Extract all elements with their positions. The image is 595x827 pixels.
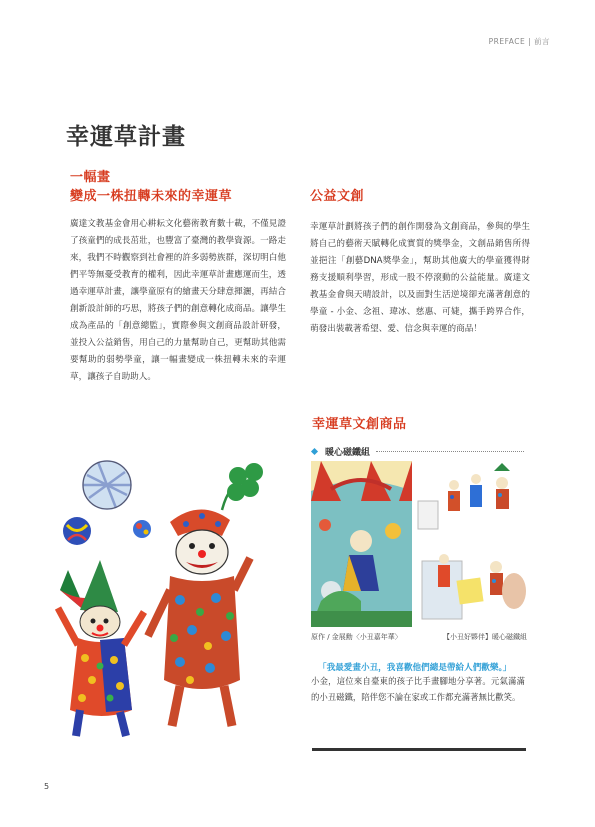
product-item-row [312, 441, 524, 461]
caption-original-artwork: 原作 / 金展勳〈小丑嘉年華〉 [311, 633, 402, 641]
image-captions [311, 632, 527, 642]
intro-body: 廣達文教基金會用心耕耘文化藝術教育數十載，不僅見證了孩童們的成長茁壯，也豐富了臺灣的教學資源。一路走來，我們不時觀察到社會裡的許多弱勢族群，深切明白他們平等無憂受教育的權利，因此幸運草計畫應運而生，透過幸運草計畫，讓學童原有的繪畫天分肆意揮灑，再結合創新設計師的巧思，將孩子們的創意轉化成商品。讓學生成為產品的「創意總監」，實際參與文創商品設計研發，並投入公益銷售，用自己的力量幫助自己，更幫助其他需要幫助的弱勢學童，讓一幅畫變成一株扭轉未來的幸運草，讓孩子自助助人。 [70, 219, 286, 382]
intro-heading-line1: 一幅畫 [70, 170, 111, 185]
clover-icon [227, 463, 263, 501]
product-description: 小金，這位來自臺東的孩子比手畫腳地分享著。元氣滿滿的小丑磁鐵，陪伴您不論在家或工作都充滿著無比歡笑。 [311, 676, 525, 702]
intro-column [70, 168, 286, 386]
intro-heading-line2: 變成一株扭轉未來的幸運草 [70, 189, 233, 204]
diamond-bullet-icon [311, 447, 318, 454]
clown-left [58, 560, 144, 736]
products-heading: 幸運草文創商品 [312, 417, 407, 432]
ball-icon-large [83, 461, 131, 509]
caption-magnet-set: 【小丑好夥伴】暖心磁鐵組 [443, 633, 527, 641]
original-artwork-image [311, 461, 412, 627]
ball-icon-small [63, 517, 91, 545]
clown-right [148, 463, 263, 726]
dotted-divider [376, 451, 524, 452]
section-divider [312, 748, 526, 751]
product-item-name: 暖心磁鐵組 [325, 447, 371, 458]
page-title: 幸運草計畫 [66, 123, 186, 150]
charity-column [310, 187, 530, 338]
magnet-product-image [414, 461, 526, 627]
artist-quote: 「我最愛畫小丑，我喜歡他們總是帶給人們歡樂。」 [318, 663, 512, 673]
ball-icon-tiny [133, 520, 151, 538]
charity-heading: 公益文創 [310, 189, 365, 204]
charity-body: 幸運草計劃將孩子們的創作開發為文創商品，參與的學生將自己的藝術天賦轉化成實質的獎學金，文創品銷售所得並挹注「創藝DNA獎學金」，幫助其他廣大的學童獲得財務支援順利學習，形成一股不停滾動的公益能量。廣達文教基金會與天晴設計，以及面對生活逆境卻充滿著創意的學童 - 小金、念祖、瑋冰、慈惠、可婕，攜手跨界合作，萌發出裝載著希望、愛、信念與幸運的商品！ [310, 222, 530, 334]
section-label: PREFACE | 前言 [488, 37, 550, 46]
page-number: 5 [44, 782, 50, 791]
clown-illustration [40, 440, 280, 740]
